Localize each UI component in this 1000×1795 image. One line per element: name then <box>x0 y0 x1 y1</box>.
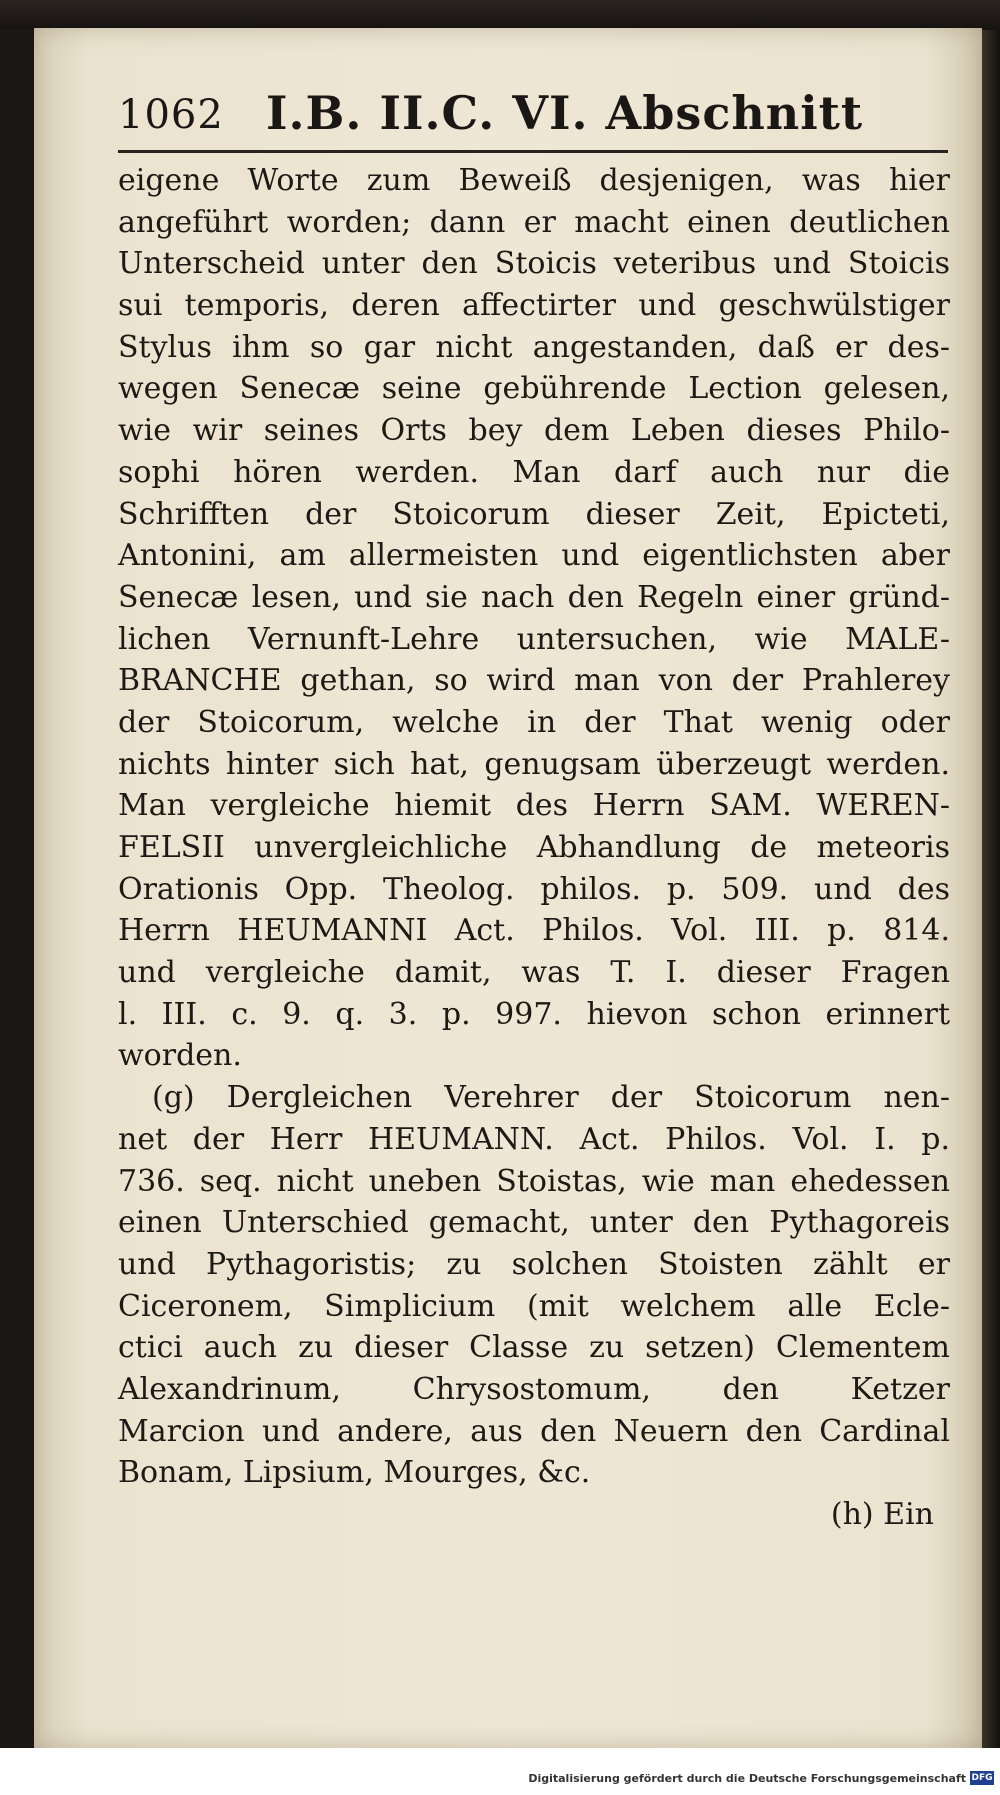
text-line: lichen Vernunft-Lehre untersuchen, wie MALE- <box>118 621 950 657</box>
text-line: worden. <box>118 1038 242 1074</box>
text-line: BRANCHE gethan, so wird man von der Prahlerey <box>118 663 950 699</box>
text-line: sophi hören werden. Man darf auch nur die <box>118 454 950 490</box>
header-rule <box>118 150 948 153</box>
text-line: eigene Worte zum Beweiß desjenigen, was hier <box>118 163 950 198</box>
text-line: Schrifften der Stoicorum dieser Zeit, Epicteti, <box>118 496 950 532</box>
footnote-line: 736. seq. nicht uneben Stoistas, wie man ehedessen <box>118 1163 950 1199</box>
text-line: sui temporis, deren affectirter und geschwülstiger <box>118 288 950 324</box>
running-head: I.B. II.C. VI. Abschnitt <box>266 86 864 140</box>
footnote-line: Bonam, Lipsium, Mourges, &c. <box>118 1455 591 1491</box>
text-line: wegen Senecæ seine gebührende Lection gelesen, <box>118 371 950 407</box>
footnote-line: Ciceronem, Simplicium (mit welchem alle Ecle- <box>118 1288 950 1324</box>
page-header <box>118 86 948 150</box>
text-line: l. III. c. 9. q. 3. p. 997. hievon schon erinnert <box>118 996 950 1032</box>
body-text <box>118 160 950 1536</box>
footnote-line: Marcion und andere, aus den Neuern den Cardinal <box>118 1413 950 1449</box>
footnote-line: ctici auch zu dieser Classe zu setzen) Clementem <box>118 1330 950 1366</box>
text-line: Herrn HEUMANNI Act. Philos. Vol. III. p. 814. <box>118 913 950 949</box>
text-line: nichts hinter sich hat, genugsam überzeugt werden. <box>118 746 950 782</box>
text-line: Antonini, am allermeisten und eigentlichsten aber <box>118 538 950 574</box>
text-line: Stylus ihm so gar nicht angestanden, daß er des- <box>118 329 950 365</box>
text-line: der Stoicorum, welche in der That wenig oder <box>118 704 950 740</box>
footnote-line: net der Herr HEUMANN. Act. Philos. Vol. I. p. <box>118 1121 950 1157</box>
text-line: FELSII unvergleichliche Abhandlung de meteoris <box>118 830 950 865</box>
catchword: (h) Ein <box>830 1497 934 1532</box>
footnote-line: und Pythagoristis; zu solchen Stoisten zählt er <box>118 1246 950 1282</box>
footnote-line: einen Unterschied gemacht, unter den Pythagoreis <box>118 1205 950 1241</box>
text-line: Senecæ lesen, und sie nach den Regeln einer gründ- <box>118 579 950 615</box>
text-line: wie wir seines Orts bey dem Leben dieses Philo- <box>118 413 950 449</box>
text-line: angeführt worden; dann er macht einen deutlichen <box>118 204 950 240</box>
digitization-credit: Digitalisierung gefördert durch die Deutsche Forschungsgemeinschaft <box>528 1772 966 1785</box>
book-edge-right <box>982 30 1000 1750</box>
text-line: und vergleiche damit, was T. I. dieser Fragen <box>118 955 950 991</box>
text-line: Man vergleiche hiemit des Herrn SAM. WEREN- <box>118 788 950 824</box>
text-line: Unterscheid unter den Stoicis veteribus und Stoicis <box>118 246 950 282</box>
page-number: 1062 <box>118 92 224 138</box>
footnote-line: Alexandrinum, Chrysostomum, den Ketzer <box>118 1371 950 1407</box>
dfg-logo: DFG <box>971 1773 993 1783</box>
text-line: Orationis Opp. Theolog. philos. p. 509. und des <box>118 871 950 907</box>
book-binding-top <box>0 0 1000 30</box>
footnote-line: (g) Dergleichen Verehrer der Stoicorum nen- <box>152 1080 950 1116</box>
